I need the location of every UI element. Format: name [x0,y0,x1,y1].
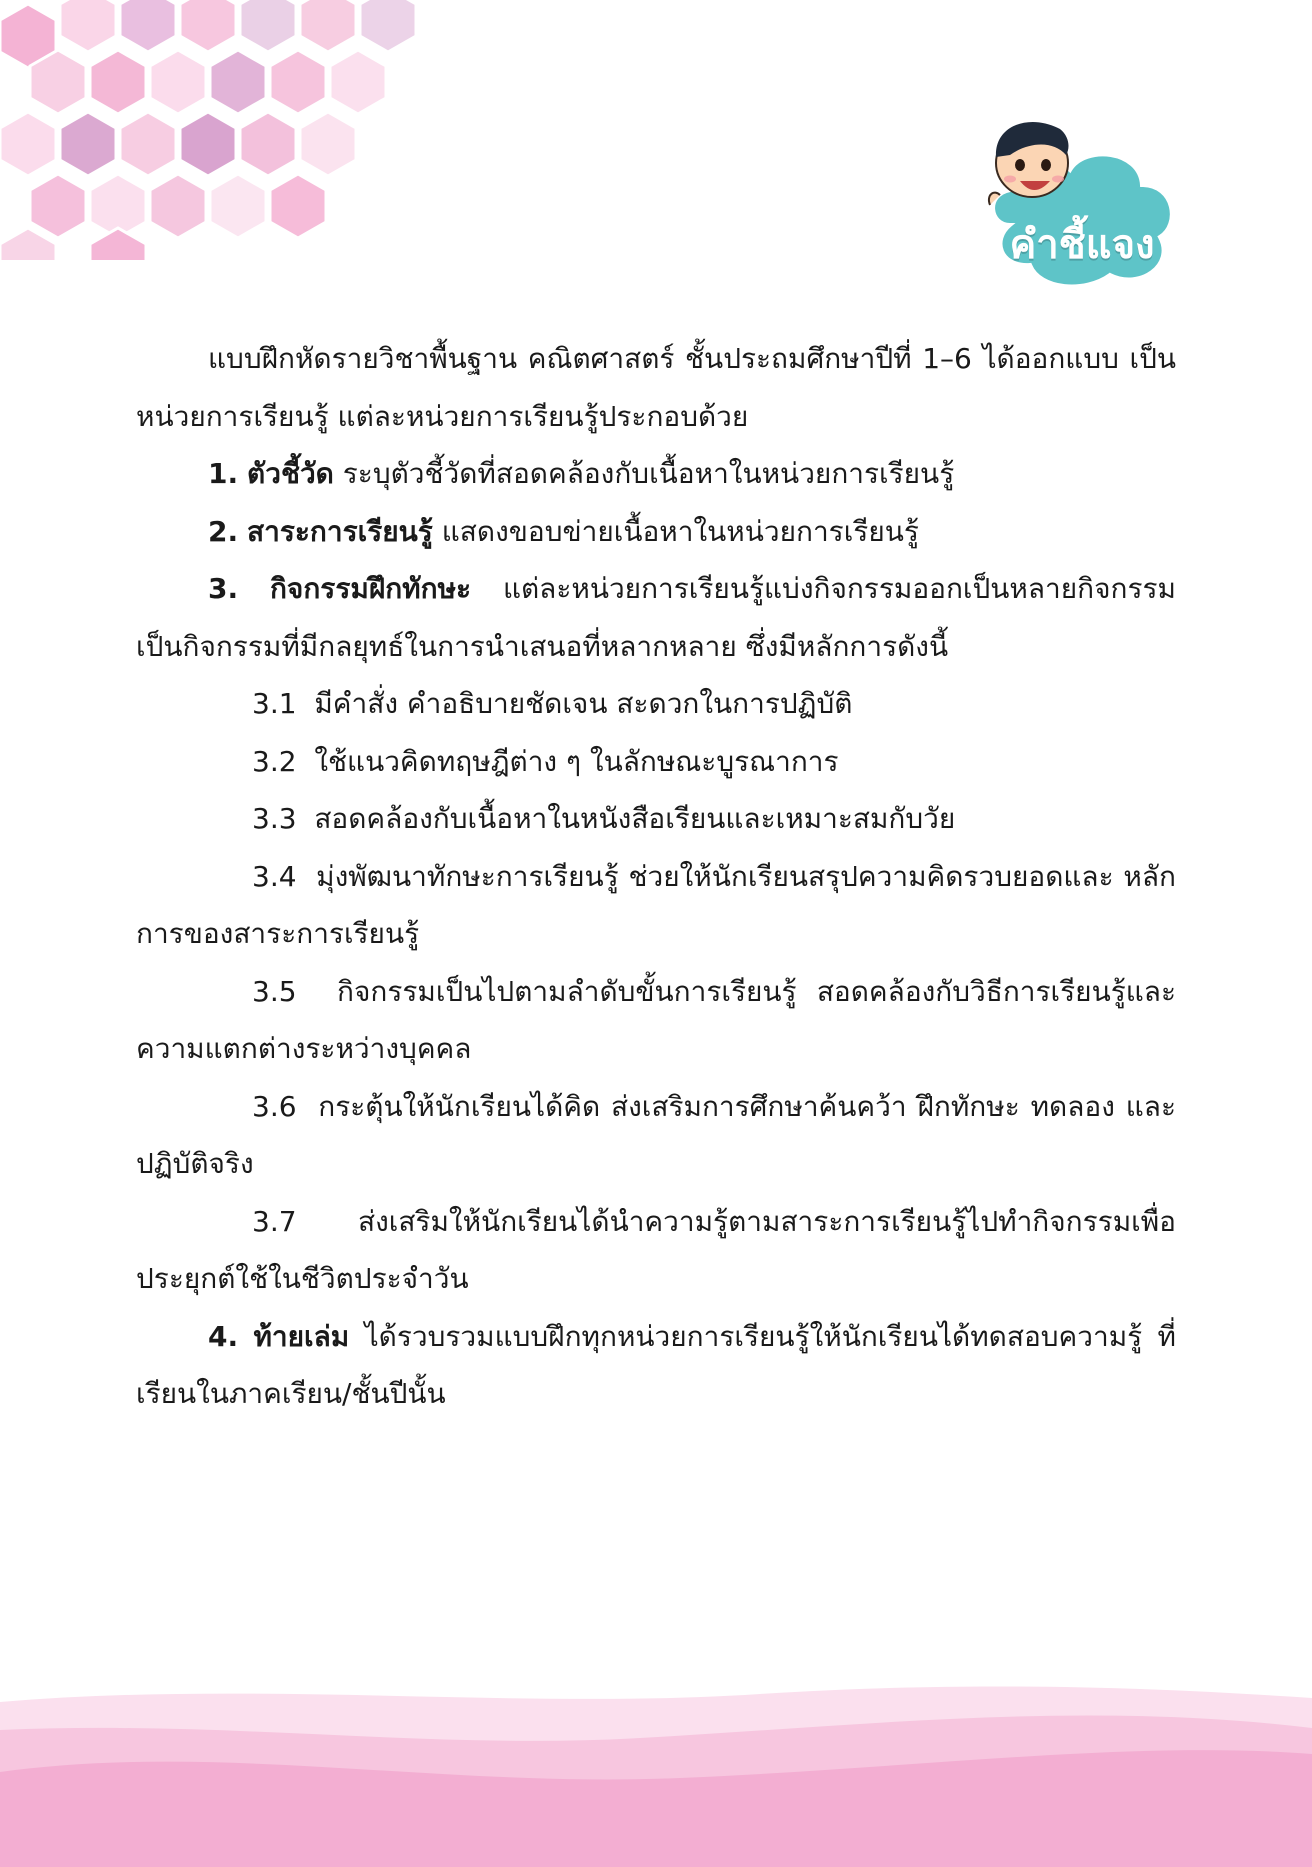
list-item [136,445,1176,503]
sub-item-number: 3.2 [252,744,297,778]
item-number: 1. [208,457,239,490]
list-item [136,503,1176,561]
sub-item-text: กิจกรรมเป็นไปตามลำดับขั้นการเรียนรู้ สอดคล้องกับวิธีการเรียนรู้และ [337,974,1176,1008]
sub-list-item [136,733,1176,791]
honeycomb-decoration [0,0,430,260]
sub-item-text: ส่งเสริมให้นักเรียนได้นำความรู้ตามสาระการเรียนรู้ไปทำกิจกรรมเพื่อ [358,1204,1176,1238]
sub-list-item [136,1078,1176,1193]
sub-item-text: กระตุ้นให้นักเรียนได้คิด ส่งเสริมการศึกษาค้นคว้า ฝึกทักษะ ทดลอง [318,1089,1115,1123]
sub-item-number: 3.5 [252,974,297,1008]
intro-line: แบบฝึกหัดรายวิชาพื้นฐาน คณิตศาสตร์ ชั้นประถมศึกษาปีที่ 1–6 ได้ออกแบบ [208,342,1119,375]
item-title: ท้ายเล่ม [253,1319,350,1353]
sub-item-text-continued: และปฏิบัติจริง [136,1089,1176,1180]
item-text-continued: เป็นกิจกรรมที่มีกลยุทธ์ในการนำเสนอที่หลากหลาย ซึ่งมีหลักการดังนี้ [136,629,949,663]
sub-item-text: มุ่งพัฒนาทักษะการเรียนรู้ ช่วยให้นักเรียนสรุปความคิดรวบยอดและ [316,859,1114,893]
sub-list-item [136,1193,1176,1308]
intro-paragraph [136,330,1176,445]
sub-list-item [136,790,1176,848]
sub-item-number: 3.3 [252,802,297,835]
item-title: กิจกรรมฝึกทักษะ [269,572,472,605]
instructions-body [136,330,1176,1423]
sub-item-number: 3.6 [252,1089,297,1123]
item-number: 2. [208,514,239,548]
item-number: 4. [208,1319,239,1353]
item-number: 3. [208,572,239,605]
list-item [136,1308,1176,1423]
sub-item-text: ใช้แนวคิดทฤษฎีต่าง ๆ ในลักษณะบูรณาการ [314,744,839,778]
sub-item-text-continued: หลักการของสาระการเรียนรู้ [136,859,1176,950]
item-text-continued: ที่เรียนในภาคเรียน/ชั้นปีนั้น [136,1319,1177,1410]
badge-title: คำชี้แจง [1009,222,1155,268]
sub-item-text-continued: ประยุกต์ใช้ในชีวิตประจำวัน [136,1262,469,1295]
item-title: ตัวชี้วัด [247,457,334,490]
sub-item-text-continued: ความแตกต่างระหว่างบุคคล [136,1032,472,1065]
hexagon-cluster [0,0,416,260]
item-text: ระบุตัวชี้วัดที่สอดคล้องกับเนื้อหาในหน่วยการเรียนรู้ [342,457,955,490]
sub-item-number: 3.4 [252,859,297,893]
sub-item-number: 3.1 [252,687,297,720]
sub-item-text: สอดคล้องกับเนื้อหาในหนังสือเรียนและเหมาะสมกับวัย [314,802,956,835]
item-text: แต่ละหน่วยการเรียนรู้แบ่งกิจกรรมออกเป็นหลายกิจกรรม [502,572,1177,605]
bottom-wave-decoration [0,1680,1312,1867]
sub-list-item [136,675,1176,733]
item-title: สาระการเรียนรู้ [247,514,433,548]
sub-list-item [136,963,1176,1078]
intro-line: เป็นหน่วยการเรียนรู้ แต่ละหน่วยการเรียนรู้ประกอบด้วย [136,342,1176,433]
sub-item-number: 3.7 [252,1204,297,1238]
sub-item-text: มีคำสั่ง คำอธิบายชัดเจน สะดวกในการปฏิบัติ [314,687,853,720]
item-text: ได้รวบรวมแบบฝึกทุกหน่วยการเรียนรู้ให้นักเรียนได้ทดสอบความรู้ [364,1319,1143,1353]
item-text: แสดงขอบข่ายเนื้อหาในหน่วยการเรียนรู้ [441,514,919,548]
list-item [136,560,1176,675]
sub-list-item [136,848,1176,963]
